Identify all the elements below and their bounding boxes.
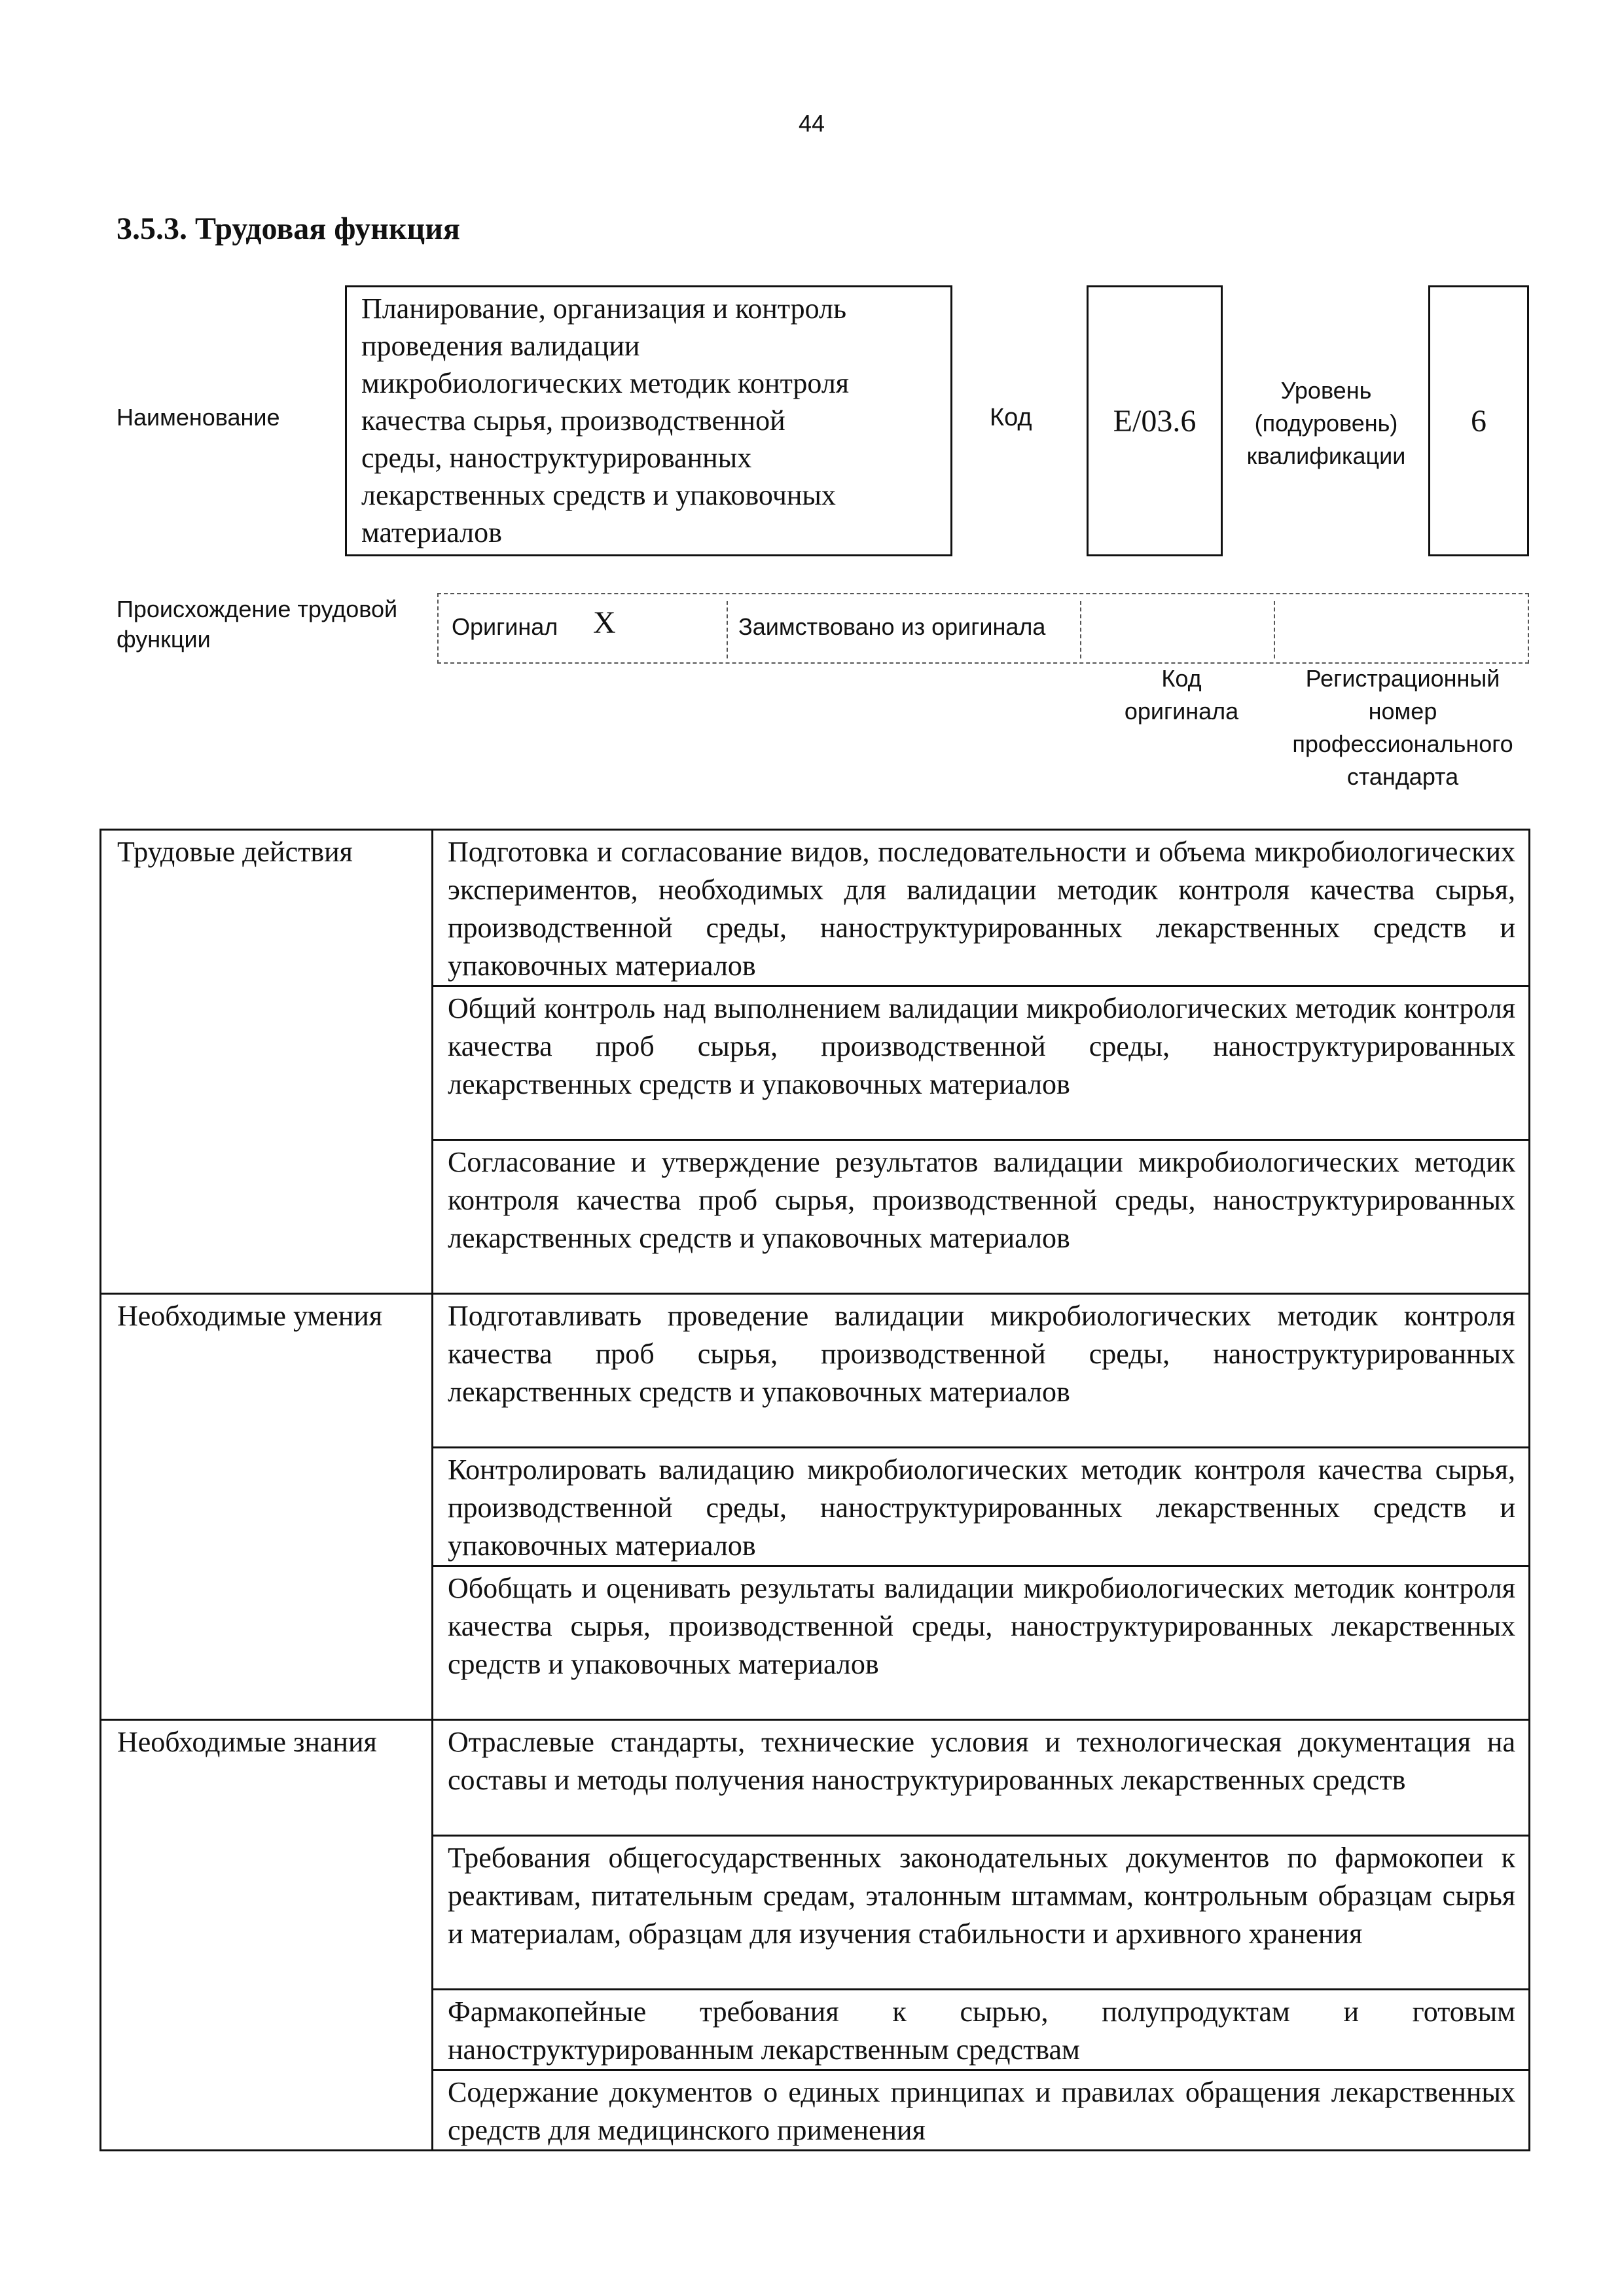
- item-cell: Общий контроль над выполнением валидации микробиологических методик контроля качества проб сырья, производственной среды, наноструктурированных лекарственных средств и упаковочных материалов: [433, 986, 1530, 1140]
- original-mark: X: [593, 605, 616, 640]
- code-value: E/03.6: [1113, 403, 1197, 439]
- item-cell: Требования общегосударственных законодательных документов по фармокопеи к реактивам, питательным средам, эталонным штаммам, контрольным образцам сырья и материалам, образцам для изучения стабильности и архивного хранения: [433, 1836, 1530, 1990]
- level-label: [1228, 374, 1424, 473]
- labor-function-table: [99, 829, 1530, 2151]
- level-label-line: квалификации: [1246, 442, 1406, 469]
- function-name-line: проведения валидации: [361, 330, 640, 362]
- level-label-line: (подуровень): [1254, 410, 1398, 437]
- item-cell: Содержание документов о единых принципах и правилах обращения лекарственных средств для медицинского применения: [433, 2070, 1530, 2151]
- borrowed-label: Заимствовано из оригинала: [738, 613, 1046, 640]
- function-name-line: Планирование, организация и контроль: [361, 293, 847, 325]
- caption-line: профессионального: [1292, 730, 1513, 757]
- function-name-line: материалов: [361, 516, 502, 548]
- item-cell: Подготовка и согласование видов, последовательности и объема микробиологических экспериментов, необходимых для валидации методик контроля качества сырья, производственной среды, наноструктурированных лекарственных средств и упаковочных материалов: [433, 830, 1530, 986]
- item-cell: Обобщать и оценивать результаты валидации микробиологических методик контроля качества сырья, производственной среды, наноструктурированных лекарственных средств и упаковочных материалов: [433, 1566, 1530, 1720]
- caption-line: оригинала: [1124, 698, 1239, 725]
- caption-line: Регистрационный: [1305, 665, 1500, 692]
- page-number: 44: [798, 110, 825, 137]
- table-row: [101, 1294, 1530, 1448]
- level-value-box: [1428, 285, 1529, 556]
- origin-label-line: функции: [117, 626, 211, 653]
- function-name-line: лекарственных средств и упаковочных: [361, 479, 836, 511]
- table-row: [101, 830, 1530, 986]
- origin-divider: [1080, 601, 1081, 658]
- name-label: Наименование: [117, 404, 280, 431]
- code-label: Код: [990, 404, 1032, 431]
- section-title: 3.5.3. Трудовая функция: [117, 211, 460, 246]
- item-cell: Контролировать валидацию микробиологических методик контроля качества сырья, производственной среды, наноструктурированных лекарственных средств и упаковочных материалов: [433, 1448, 1530, 1566]
- category-cell: Необходимые умения: [101, 1294, 433, 1720]
- function-name-line: среды, наноструктурированных: [361, 442, 752, 474]
- origin-divider: [727, 601, 728, 658]
- item-cell: Отраслевые стандарты, технические условия и технологическая документация на составы и методы получения наноструктурированных лекарственных средств: [433, 1720, 1530, 1836]
- code-value-box: [1087, 285, 1223, 556]
- caption-line: стандарта: [1346, 763, 1459, 790]
- item-cell: Фармакопейные требования к сырью, полупродуктам и готовым наноструктурированным лекарственным средствам: [433, 1990, 1530, 2070]
- function-name-line: качества сырья, производственной: [361, 404, 785, 437]
- function-name-box: [345, 285, 952, 556]
- code-original-caption: [1087, 662, 1276, 728]
- origin-label-line: Происхождение трудовой: [117, 596, 398, 622]
- caption-line: номер: [1368, 698, 1437, 725]
- origin-label: [117, 594, 397, 655]
- reg-number-caption: [1276, 662, 1529, 793]
- caption-line: Код: [1161, 665, 1202, 692]
- origin-divider: [1274, 601, 1275, 658]
- category-cell: Необходимые знания: [101, 1720, 433, 2151]
- level-label-line: Уровень: [1280, 377, 1372, 404]
- table-row: [101, 1720, 1530, 1836]
- category-cell: Трудовые действия: [101, 830, 433, 1294]
- item-cell: Согласование и утверждение результатов валидации микробиологических методик контроля качества проб сырья, производственной среды, наноструктурированных лекарственных средств и упаковочных материалов: [433, 1140, 1530, 1294]
- function-name-line: микробиологических методик контроля: [361, 367, 850, 399]
- item-cell: Подготавливать проведение валидации микробиологических методик контроля качества проб сырья, производственной среды, наноструктурированных лекарственных средств и упаковочных материалов: [433, 1294, 1530, 1448]
- original-label: Оригинал: [452, 613, 558, 640]
- level-value: 6: [1471, 403, 1487, 439]
